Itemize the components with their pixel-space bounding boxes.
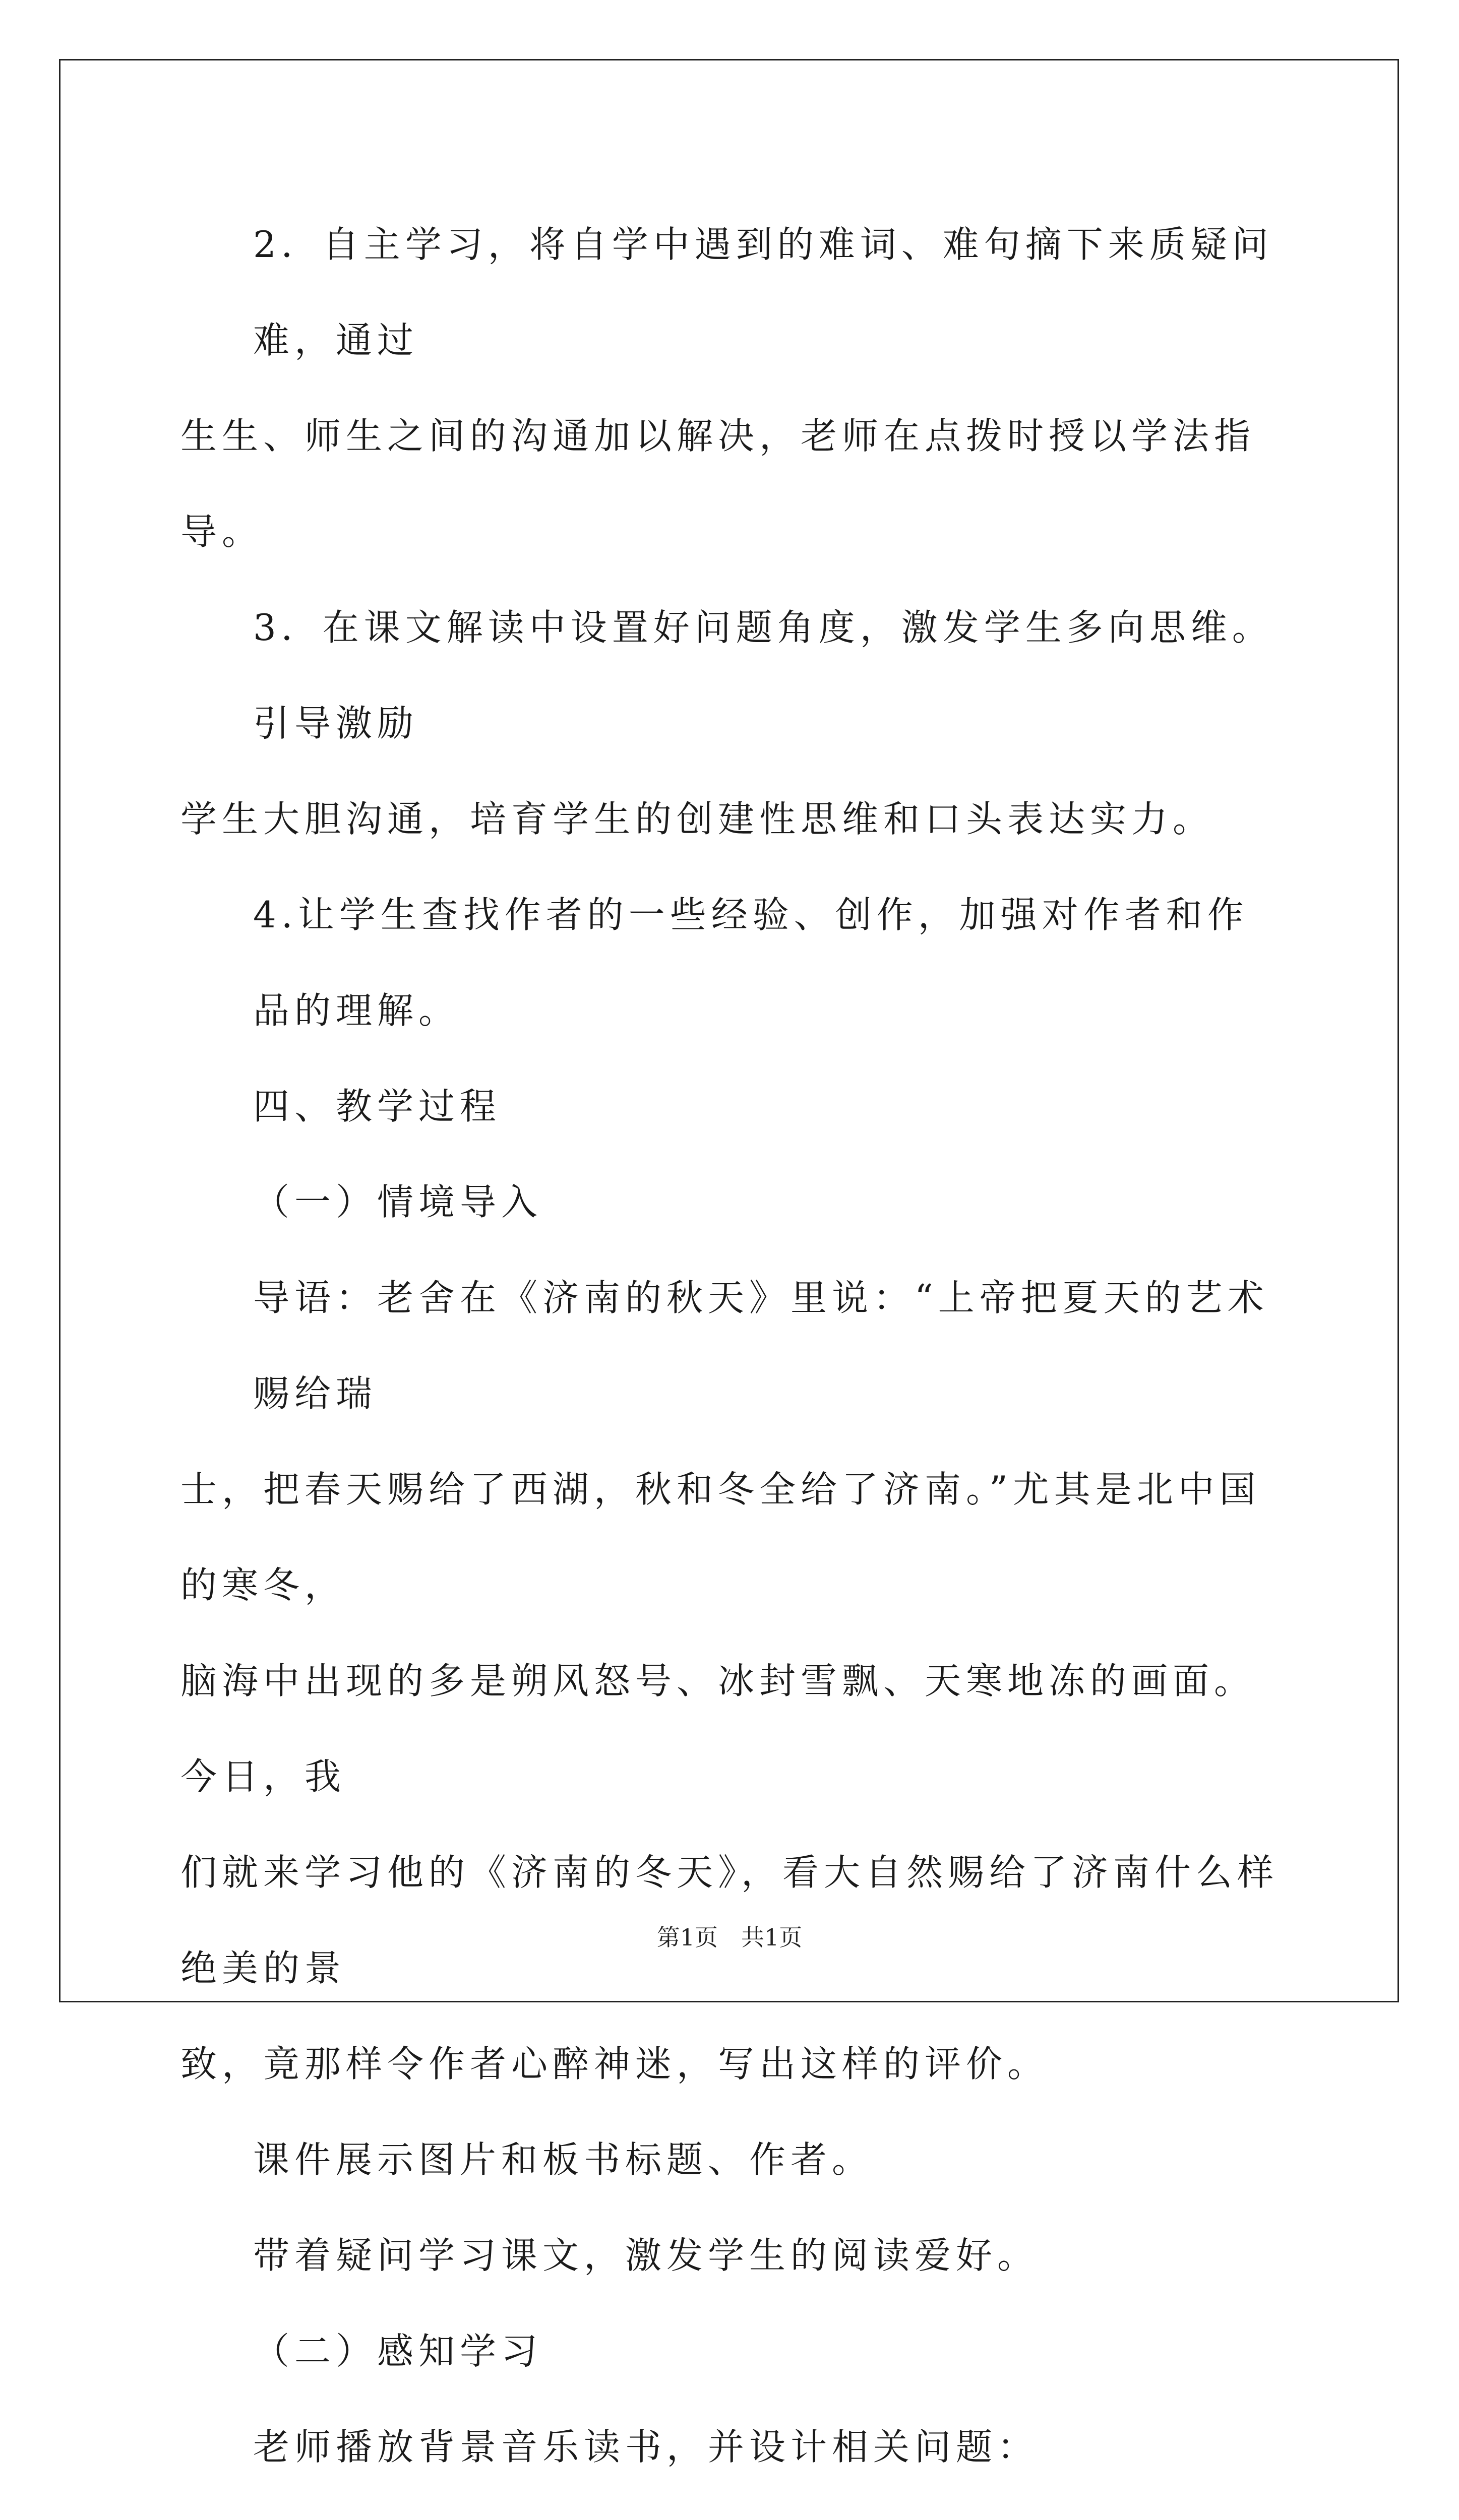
paragraph-line: 4.让学生查找作者的一些经验、创作，加强对作者和作品的理解。: [253, 894, 1249, 1032]
document-body: [180, 197, 1290, 2520]
paragraph-line: 课件展示图片和板书标题、作者。: [253, 2138, 874, 2181]
paragraph-line: 2．自主学习，将自学中遇到的难词、难句摘下来质疑问难，通过: [253, 223, 1273, 361]
paragraph-line: 脑海中出现的多是朔风怒号、冰封雪飘、天寒地冻的画面。今日，我: [180, 1660, 1256, 1798]
paragraph-line: 生生、师生之间的沟通加以解决，老师在点拨时授以学法指导。: [180, 415, 1256, 553]
paragraph-line: [180, 2495, 1290, 2520]
paragraph-line: 士，把春天赐给了西湖，秋和冬全给了济南。”尤其是北中国的寒冬，: [180, 1468, 1261, 1606]
paragraph-line: 老师播放背景音乐读书，并设计相关问题：: [253, 2426, 1039, 2468]
paragraph-line: 导语：老舍在《济南的秋天》里说：“上帝把夏天的艺术赐给瑞: [253, 1277, 1269, 1415]
section-heading: 四、教学过程: [253, 1085, 502, 1127]
paragraph-line: 们就来学习他的《济南的冬天》，看大自然赐给了济南什么样绝美的景: [180, 1851, 1279, 1989]
paragraph-line: 学生大胆沟通，培育学生的创建性思维和口头表达实力。: [180, 798, 1214, 840]
subsection-heading: （一）情境导入: [253, 1181, 543, 1223]
paragraph-line: 3．在课文解读中设置好问题角度，激发学生多向思维。引导激励: [253, 606, 1273, 744]
paragraph-line: 致，竟那样令作者心醉神迷，写出这样的评价。: [180, 2043, 1049, 2085]
paragraph-line: 带着疑问学习课文，激发学生的阅读爱好。: [253, 2234, 1039, 2277]
page-footer: 第1页 共1页: [656, 1924, 803, 1951]
subsection-heading: （二）感知学习: [253, 2330, 543, 2372]
